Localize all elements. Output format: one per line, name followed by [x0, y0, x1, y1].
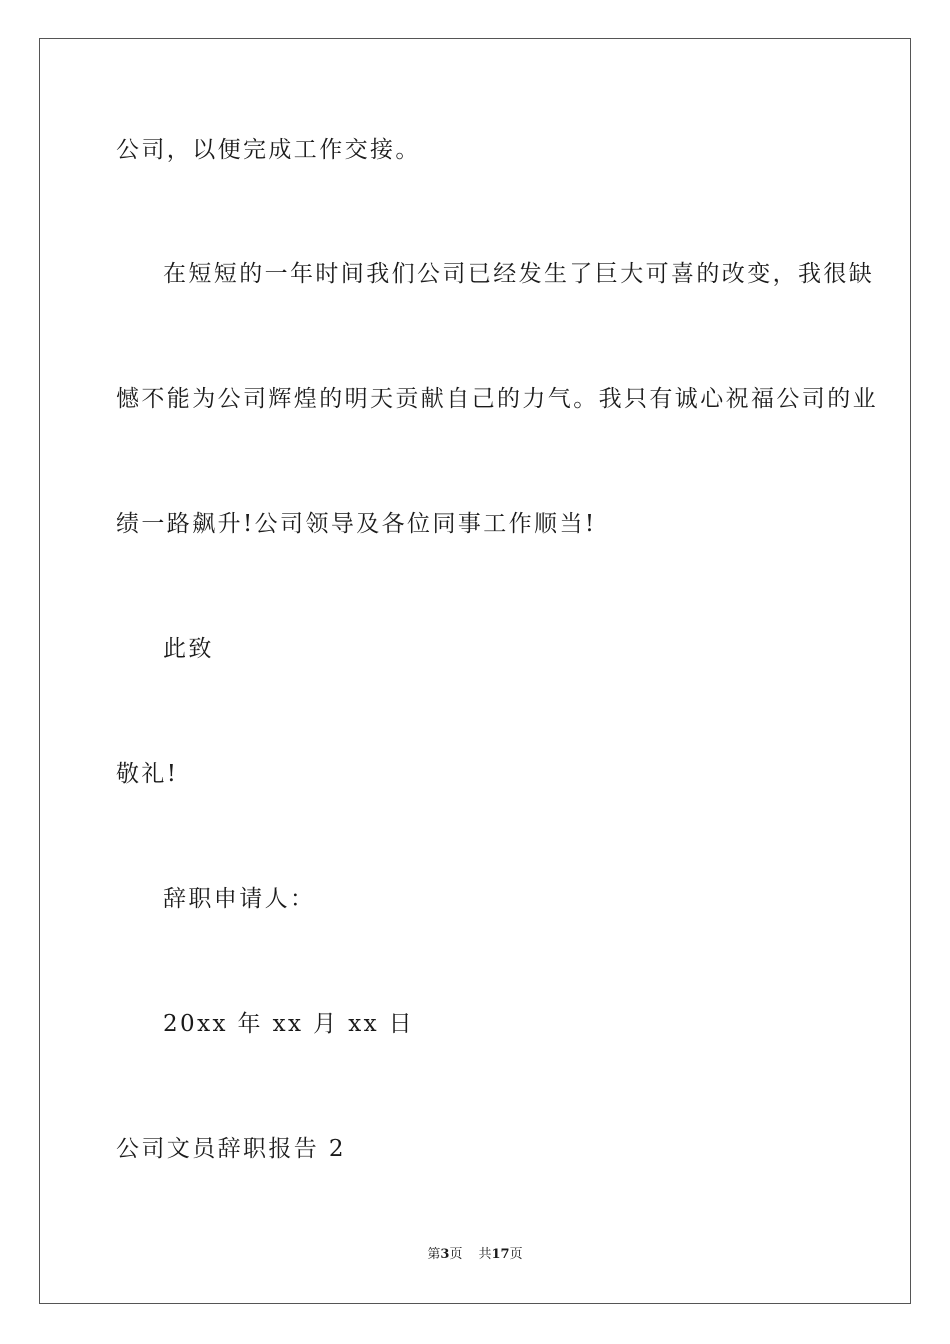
date-line: 20xx 年 xx 月 xx 日: [163, 1011, 415, 1037]
footer-page-number: 3: [440, 1247, 450, 1262]
section-heading: 公司文员辞职报告 2: [116, 1136, 346, 1162]
footer-total-suffix: 页: [509, 1247, 523, 1262]
body-text-line-2: 在短短的一年时间我们公司已经发生了巨大可喜的改变，我很缺: [163, 261, 875, 287]
closing-line: 敬礼!: [116, 761, 179, 787]
signature-label: 辞职申请人：: [163, 886, 316, 912]
page-footer: [0, 1246, 950, 1264]
body-text-line-4: 绩一路飙升!公司领导及各位同事工作顺当!: [116, 511, 597, 537]
salutation-line: 此致: [163, 636, 214, 662]
body-text-line-3: 憾不能为公司辉煌的明天贡献自己的力气。我只有诚心祝福公司的业: [116, 386, 878, 412]
body-text-line-1: 公司，以便完成工作交接。: [116, 137, 421, 163]
footer-page-prefix: 第: [427, 1247, 441, 1262]
page-border: [39, 38, 911, 1304]
footer-total-prefix: 共: [478, 1247, 492, 1262]
footer-total-pages: 17: [491, 1247, 510, 1262]
footer-page-suffix: 页: [449, 1247, 463, 1262]
